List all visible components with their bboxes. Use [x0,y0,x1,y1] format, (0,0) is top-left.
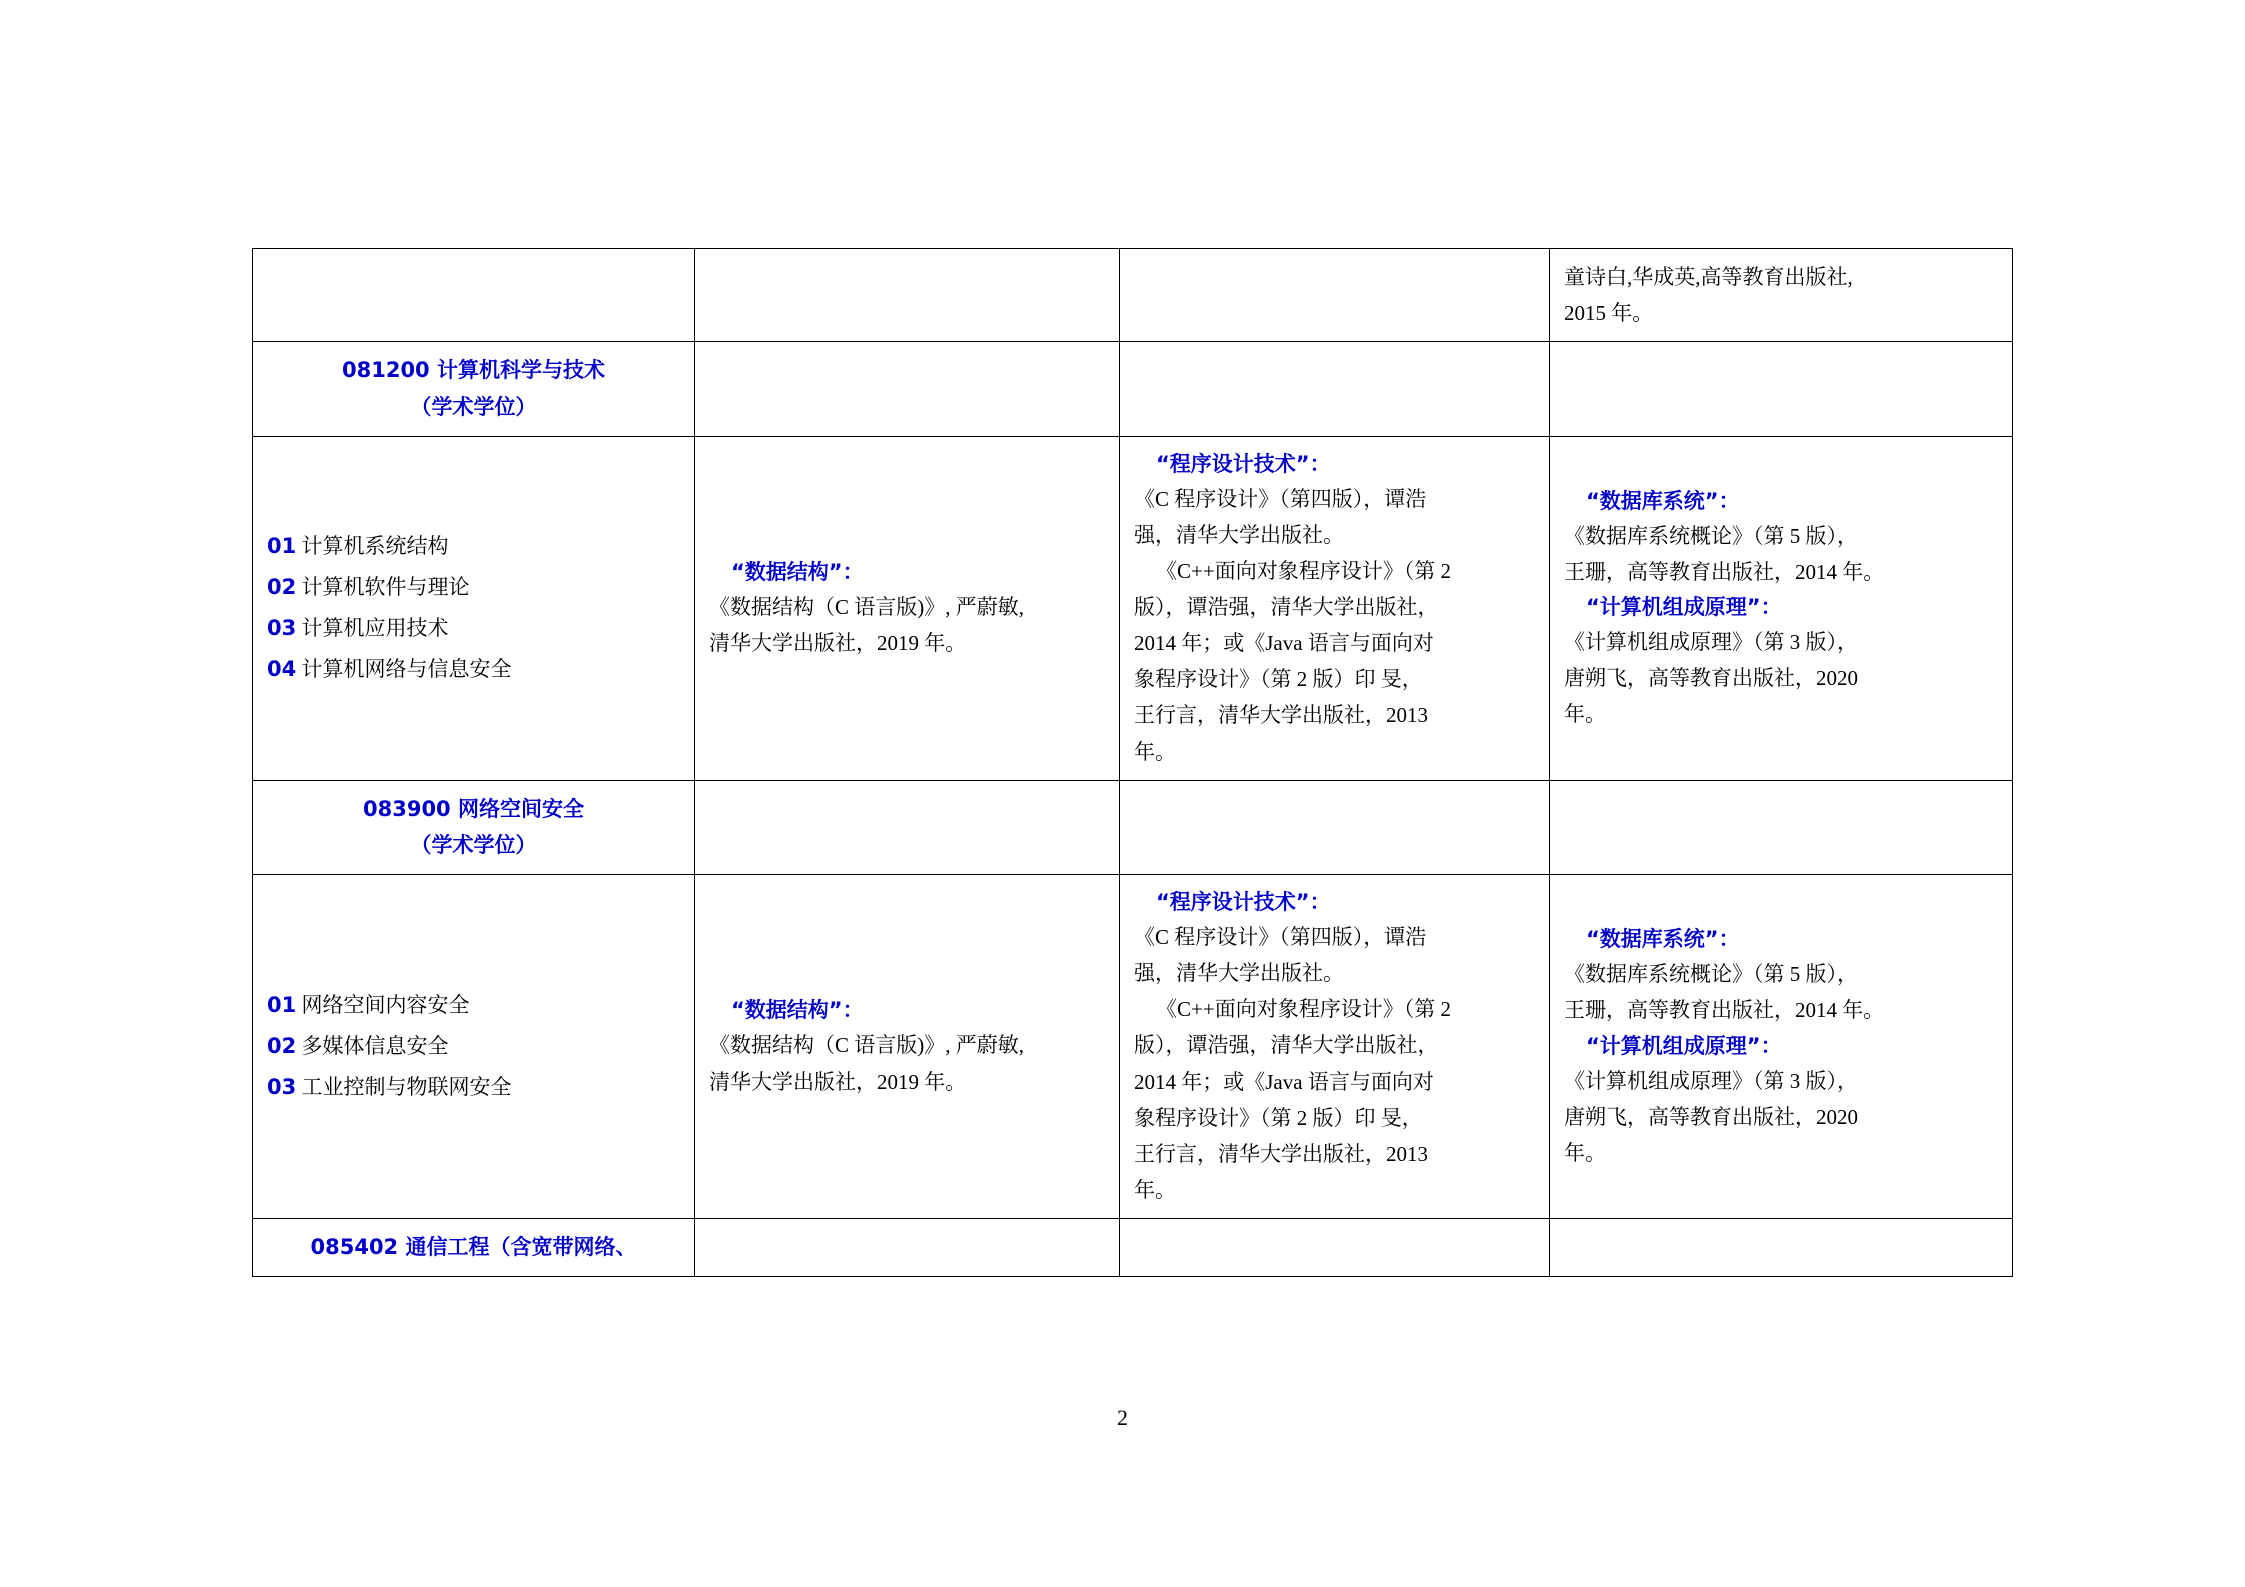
reference-line: 王行言，清华大学出版社，2013 [1134,703,1428,728]
cell-reference-3 [1550,875,2013,1219]
reference-line: 《计算机组成原理》（第 3 版）， [1564,630,1858,655]
reference-line: 象程序设计》（第 2 版）印 旻， [1134,1105,1423,1130]
reference-line: 象程序设计》（第 2 版）印 旻， [1134,667,1423,692]
subject-label: “数据库系统”： [1586,488,1740,513]
major-title-degree: （学术学位） [410,394,537,419]
reference-line: 版），谭浩强，清华大学出版社， [1134,1033,1439,1058]
subject-label: “程序设计技术”： [1156,890,1331,915]
reference-line: 《计算机组成原理》（第 3 版）， [1564,1068,1858,1093]
cell-reference-3 [1550,1219,2013,1277]
cell-reference-3 [1550,436,2013,780]
direction-label: 计算机系统结构 [301,534,449,559]
reference-line: 王珊，高等教育出版社，2014 年。 [1564,998,1885,1023]
cell-reference-2 [1120,875,1550,1219]
cell-reference-2 [1120,342,1550,437]
cell-direction [253,249,695,342]
cell-research-directions [253,436,695,780]
reference-line: 王珊，高等教育出版社，2014 年。 [1564,560,1885,584]
direction-number: 01 [267,534,297,559]
subject-label: “计算机组成原理”： [1586,1033,1782,1058]
direction-label: 工业控制与物联网安全 [301,1075,512,1100]
reference-line: 强，清华大学出版社。 [1134,522,1344,547]
reference-line: 《C++面向对象程序设计》（第 2 [1156,558,1451,583]
reference-line: 2015 年。 [1564,301,1654,326]
direction-number: 02 [267,575,297,600]
reference-line: 清华大学出版社，2019 年。 [709,1069,967,1094]
reference-line: 童诗白,华成英,高等教育出版社, [1564,265,1853,289]
subject-label: “数据库系统”： [1586,927,1740,952]
cell-reference-3 [1550,342,2013,437]
table-row [253,780,2013,875]
reference-line: 《数据结构（C 语言版)》, 严蔚敏, [709,595,1024,620]
reference-line: 《数据库系统概论》（第 5 版）， [1564,523,1858,548]
direction-label: 网络空间内容安全 [301,993,470,1018]
cell-reference-2 [1120,780,1550,875]
list-item [267,985,680,1026]
direction-label: 计算机应用技术 [301,616,449,641]
reference-line: 强，清华大学出版社。 [1134,961,1344,986]
table-row [253,249,2013,342]
cell-reference-1 [695,780,1120,875]
reference-line: 清华大学出版社，2019 年。 [709,631,967,656]
major-title-line: 085402 通信工程（含宽带网络、 [310,1235,637,1259]
direction-label: 计算机网络与信息安全 [301,657,512,682]
reference-line: 2014 年；或《Java 语言与面向对 [1134,631,1434,656]
subject-label: “数据结构”： [731,998,864,1023]
catalog-table [252,248,2013,1277]
direction-label: 多媒体信息安全 [301,1034,449,1059]
reference-line: 年。 [1134,739,1176,764]
major-title-degree: （学术学位） [410,833,537,858]
direction-number: 02 [267,1034,297,1059]
page-number: 2 [1117,1405,1128,1430]
reference-line: 唐朔飞，高等教育出版社，2020 [1564,666,1858,691]
table-row [253,1219,2013,1277]
list-item [267,567,680,608]
list-item [267,1067,680,1108]
direction-number: 03 [267,1075,297,1100]
list-item [267,526,680,567]
reference-line: 《数据结构（C 语言版)》, 严蔚敏, [709,1033,1024,1058]
cell-reference-2 [1120,436,1550,780]
subject-label: “程序设计技术”： [1156,451,1331,476]
cell-reference-1 [695,875,1120,1219]
table-row [253,342,2013,437]
direction-number: 01 [267,993,297,1018]
cell-reference-1 [695,1219,1120,1277]
cell-reference-3 [1550,249,2013,342]
reference-line: 年。 [1564,702,1606,727]
cell-research-directions [253,875,695,1219]
table-row [253,436,2013,780]
cell-reference-2 [1120,249,1550,342]
reference-line: 《C++面向对象程序设计》（第 2 [1156,997,1451,1022]
direction-number: 03 [267,616,297,641]
reference-line: 年。 [1564,1140,1606,1165]
cell-reference-1 [695,436,1120,780]
direction-number: 04 [267,657,297,682]
reference-line: 版），谭浩强，清华大学出版社， [1134,595,1439,620]
list-item [267,1026,680,1067]
table-row [253,875,2013,1219]
list-item [267,649,680,690]
list-item [267,608,680,649]
cell-major-header [253,1219,695,1277]
cell-reference-2 [1120,1219,1550,1277]
reference-line: 王行言，清华大学出版社，2013 [1134,1141,1428,1166]
major-title-line: 083900 网络空间安全 [363,796,584,821]
cell-reference-1 [695,249,1120,342]
cell-major-header [253,780,695,875]
subject-label: “计算机组成原理”： [1586,595,1782,620]
reference-line: 2014 年；或《Java 语言与面向对 [1134,1069,1434,1094]
cell-reference-3 [1550,780,2013,875]
reference-line: 年。 [1134,1177,1176,1202]
reference-line: 《C 程序设计》（第四版），谭浩 [1134,486,1427,511]
reference-line: 唐朔飞，高等教育出版社，2020 [1564,1104,1858,1129]
cell-major-header [253,342,695,437]
direction-label: 计算机软件与理论 [301,575,470,600]
subject-label: “数据结构”： [731,560,864,585]
cell-reference-1 [695,342,1120,437]
reference-line: 《数据库系统概论》（第 5 版）， [1564,962,1858,987]
reference-line: 《C 程序设计》（第四版），谭浩 [1134,925,1427,950]
major-title-line: 081200 计算机科学与技术 [342,358,605,383]
